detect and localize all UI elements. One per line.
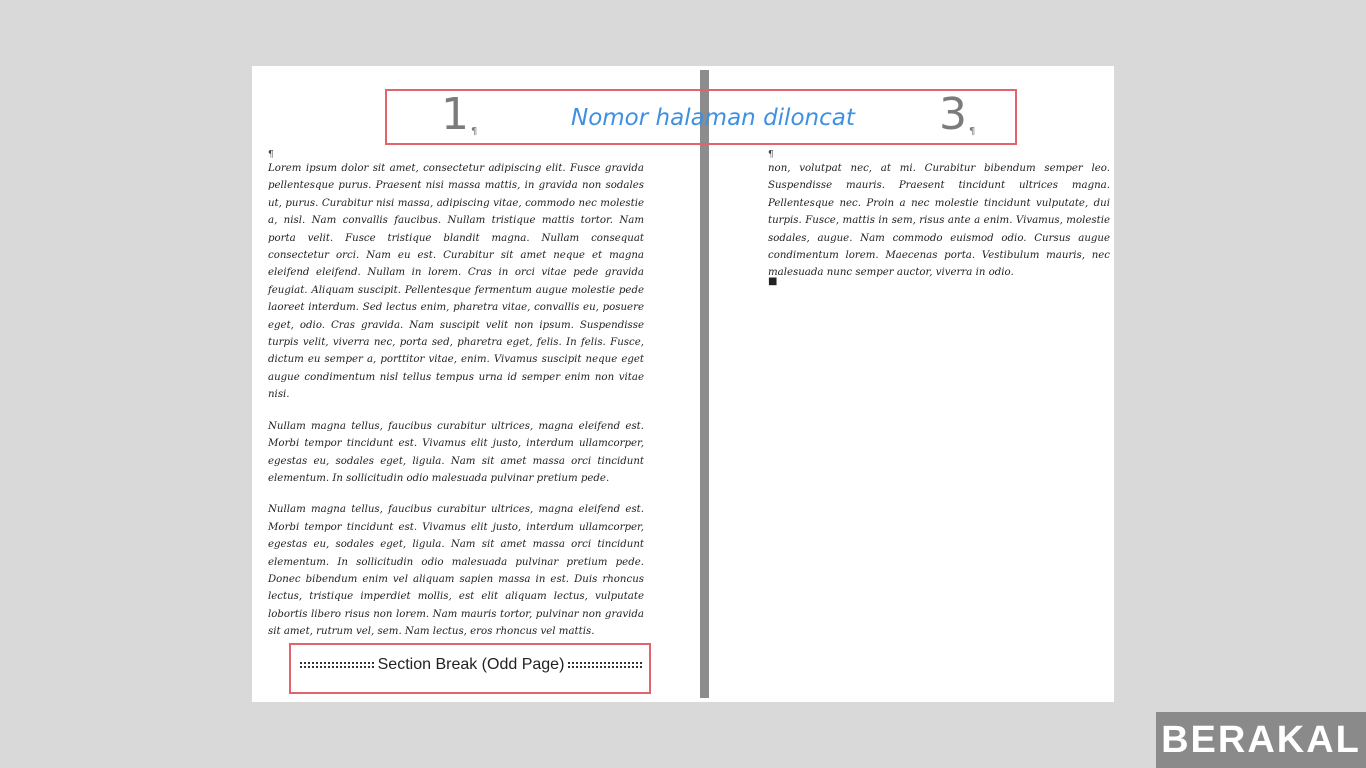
- end-of-document-mark: ■: [768, 276, 778, 287]
- section-break-dots-right: [568, 662, 642, 668]
- watermark-logo: [1156, 712, 1366, 768]
- page-number-right[interactable]: [939, 89, 976, 140]
- paragraph[interactable]: Nullam magna tellus, faucibus curabitur ultrices, magna eleifend est. Morbi tempor tincidunt est. Vivamus elit justo, interdum ullamcorper, egestas eu, sodales eget, ligula. Nam sit amet massa orci tincidunt elementum. In sollicitudin odio malesuada pulvinar pretium pede.: [268, 420, 644, 484]
- pilcrow-left: ¶: [268, 150, 274, 160]
- paragraph[interactable]: non, volutpat nec, at mi. Curabitur bibendum semper leo. Suspendisse mauris. Praesent tincidunt ultrices magna. Pellentesque nec. Proin a nec molestie tincidunt vulputate, dui turpis. Fusce, mattis in sem, risus ante a enim. Vivamus, molestie sodales, augue. Nam commodo euismod odio. Cursus augue condimentum lorem. Maecenas porta. Vestibulum mauris, nec malesuada nunc semper auctor, viverra in odio.: [768, 163, 1110, 279]
- paragraph[interactable]: Lorem ipsum dolor sit amet, consectetur adipiscing elit. Fusce gravida pellentesque purus. Praesent nisi massa mattis, in gravida non sodales ut, purus. Curabitur nisi massa, adipiscing vitae, commodo nec molestie a, nisl. Nam convallis faucibus. Nullam tristique mattis tortor. Nam porta velit. Fusce tristique blandit magna. Nullam consequat consectetur orci. Nam eu est. Curabitur sit amet neque et magna eleifend eleifend. Nullam in lorem. Cras in orci vitae pede gravida feugiat. Aliquam suscipit. Pellentesque fermentum augue molestie pede laoreet interdum. Sed lectus enim, pharetra vitae, convallis eu, posuere eget, odio. Cras gravida. Nam suscipit velit non ipsum. Suspendisse turpis velit, viverra nec, porta sed, pharetra eget, felis. In felis. Fusce, dictum eu semper a, porttitor vitae, enim. Vivamus suscipit neque eget augue condimentum nisl tellus tempus urna id semper enim non vitae nisi.: [268, 163, 644, 401]
- section-break[interactable]: [300, 653, 642, 677]
- section-break-label: Section Break (Odd Page): [377, 656, 565, 673]
- logo-text: BERAKAL: [1161, 718, 1361, 761]
- page-number-right-value: 3: [939, 89, 967, 140]
- left-page-body[interactable]: [268, 150, 644, 640]
- pilcrow-right: ¶: [768, 150, 774, 160]
- page-number-left-value: 1: [441, 89, 469, 140]
- page-divider: [700, 70, 709, 698]
- field-mark-left: ¶: [471, 126, 478, 137]
- section-break-dots-left: [300, 662, 374, 668]
- header-annotation: Nomor halaman diloncat: [571, 105, 855, 131]
- field-mark-right: ¶: [969, 126, 976, 137]
- right-page-body[interactable]: [768, 150, 1110, 279]
- paragraph[interactable]: Nullam magna tellus, faucibus curabitur ultrices, magna eleifend est. Morbi tempor tincidunt est. Vivamus elit justo, interdum ullamcorper, egestas eu, sodales eget, ligula. Nam sit amet massa orci tincidunt elementum. In sollicitudin odio malesuada pulvinar pretium pede. Donec bibendum enim vel aliquam sapien massa in est. Duis rhoncus lectus, tristique imperdiet mollis, est elit aliquam lectus, vulputate lobortis libero risus non lorem. Nam mauris tortor, pulvinar non gravida sit amet, rutrum vel, sem. Nam lectus, eros rhoncus vel mattis.: [268, 504, 644, 638]
- page-number-left[interactable]: [441, 89, 478, 140]
